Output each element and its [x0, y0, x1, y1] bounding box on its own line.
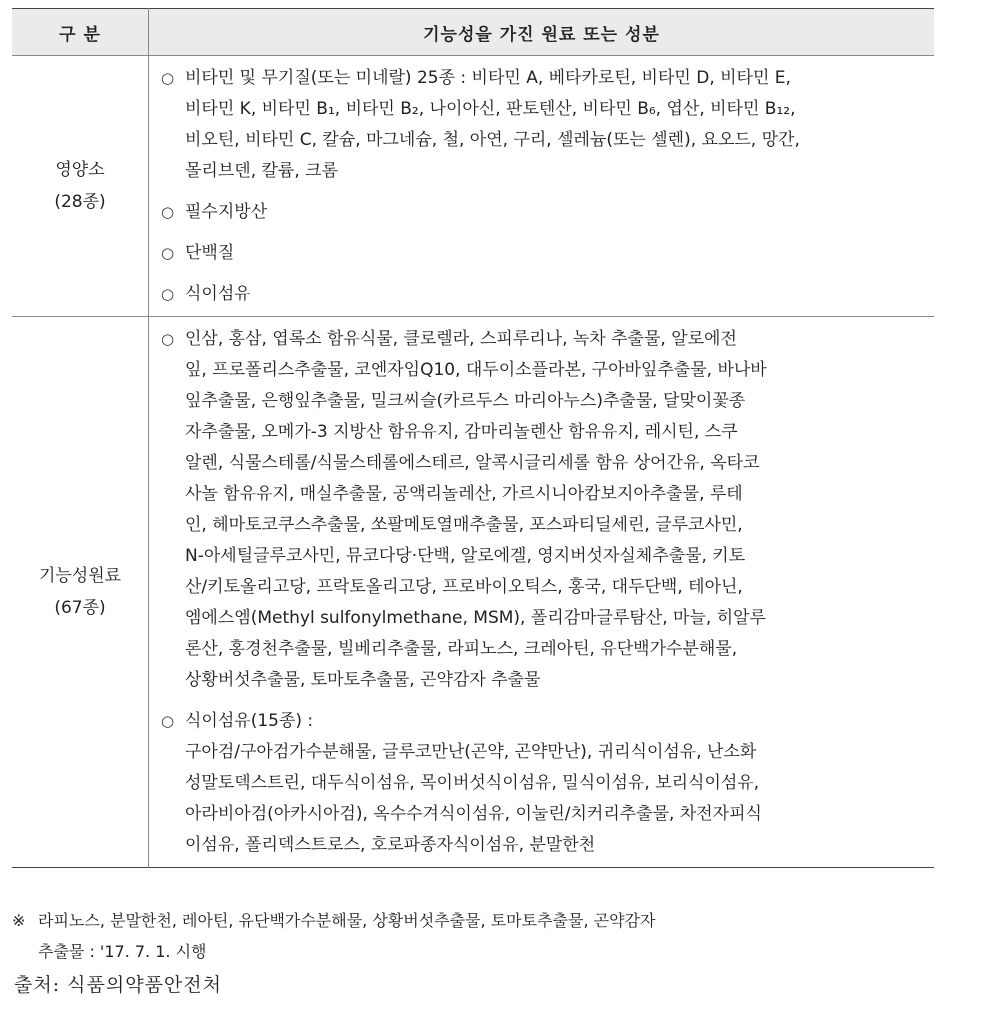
- list-item: [161, 279, 926, 310]
- header-ingredients: 기능성을 가진 원료 또는 성분: [149, 9, 935, 56]
- category-cell: [12, 56, 149, 317]
- bullet: ○: [161, 203, 175, 221]
- table-header-row: [12, 9, 934, 56]
- bullet: ○: [161, 69, 175, 87]
- item-text: 식이섬유: [185, 284, 251, 304]
- ingredients-cell: [149, 56, 935, 317]
- functional-ingredients-table: [12, 8, 934, 868]
- bullet: ○: [161, 712, 175, 730]
- category-label: 기능성원료: [38, 566, 122, 586]
- category-label: 영양소: [55, 160, 105, 180]
- list-item: [161, 706, 926, 861]
- item-text: 단백질: [185, 243, 235, 263]
- item-text: 필수지방산: [185, 202, 268, 222]
- list-item: [161, 324, 926, 696]
- category-count: (28종): [54, 192, 106, 212]
- header-category: 구 분: [12, 9, 149, 56]
- table-row-nutrients: [12, 56, 934, 317]
- table-row-functional: [12, 317, 934, 868]
- item-text: 비타민 및 무기질(또는 미네랄) 25종 : 비타민 A, 베타카로틴, 비타민 D, 비타민 E, 비타민 K, 비타민 B₁, 비타민 B₂, 나이아신, 판토텐산, 비타민 B₆, 엽산, 비타민 B₁₂, 비오틴, 비타민 C, 칼슘, 마그네슘, 철, 아연, 구리, 셀레늄(또는 셀렌), 요오드, 망간, 몰리브덴, 칼륨, 크롬: [185, 68, 800, 181]
- note-text: 라피노스, 분말한천, 레아틴, 유단백가수분해물, 상황버섯추출물, 토마토추출물, 곤약감자 추출물 : '17. 7. 1. 시행: [38, 911, 656, 961]
- note-mark: ※: [12, 911, 26, 930]
- item-text: 인삼, 홍삼, 엽록소 함유식물, 클로렐라, 스피루리나, 녹차 추출물, 알로에전 잎, 프로폴리스추출물, 코엔자임Q10, 대두이소플라본, 구아바잎추출물, 바나바 잎추출물, 은행잎추출물, 밀크씨슬(카르두스 마리아누스)추출물, 달맞이꽃종 자추출물, 오메가-3 지방산 함유유지, 감마리놀렌산 함유유지, 레시틴, 스쿠 알렌, 식물스테롤/식물스테롤에스테르, 알콕시글리세롤 함유 상어간유, 옥타코 사놀 함유유지, 매실추출물, 공액리놀레산, 가르시니아캄보지아추출물, 루테 인, 헤마토코쿠스추출물, 쏘팔메토열매추출물, 포스파티딜세린, 글루코사민, N-아세틸글루코사민, 뮤코다당·단백, 알로에겔, 영지버섯자실체추출물, 키토 산/키토올리고당, 프락토올리고당, 프로바이오틱스, 홍국, 대두단백, 테아닌, 엠에스엠(Methyl sulfonylmethane, MSM), 폴리감마글루탐산, 마늘, 히알루 론산, 홍경천추출물, 빌베리추출물, 라피노스, 크레아틴, 유단백가수분해물, 상황버섯추출물, 토마토추출물, 곤약감자 추출물: [185, 329, 767, 690]
- category-count: (67종): [54, 598, 106, 618]
- ingredients-cell: [149, 317, 935, 868]
- category-cell: [12, 317, 149, 868]
- bullet: ○: [161, 244, 175, 262]
- list-item: [161, 197, 926, 228]
- item-text: 식이섬유(15종) : 구아검/구아검가수분해물, 글루코만난(곤약, 곤약만난), 귀리식이섬유, 난소화 성말토덱스트린, 대두식이섬유, 목이버섯식이섬유, 밀식이섬유, 보리식이섬유, 아라비아검(아카시아검), 옥수수겨식이섬유, 이눌린/치커리추출물, 차전자피식 이섬유, 폴리덱스트로스, 호로파종자식이섬유, 분말한천: [185, 711, 762, 855]
- bullet: ○: [161, 285, 175, 303]
- list-item: [161, 238, 926, 269]
- source-line: 출처: 식품의약품안전처: [14, 974, 222, 996]
- footnote: [12, 905, 942, 967]
- list-item: [161, 63, 926, 187]
- bullet: ○: [161, 330, 175, 348]
